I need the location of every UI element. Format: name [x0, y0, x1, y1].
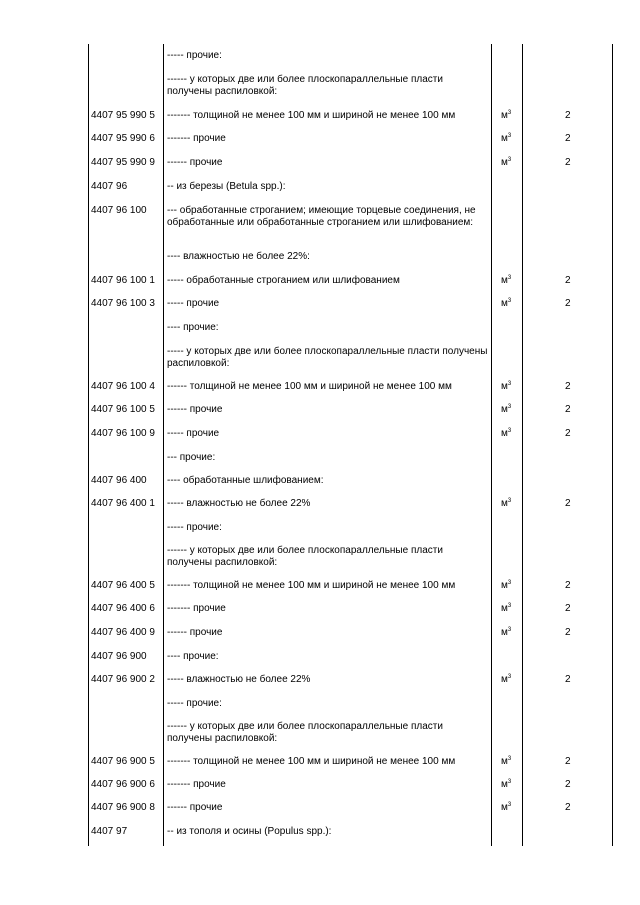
commodity-description: ----- прочие:	[167, 698, 222, 709]
column-divider	[612, 44, 613, 846]
unit-of-measure	[501, 381, 511, 393]
unit-base: м	[501, 674, 508, 685]
commodity-description: ----- влажностью не более 22%	[167, 498, 311, 509]
unit-exponent: 3	[507, 603, 512, 609]
duty-rate: 2	[565, 779, 571, 790]
unit-base: м	[501, 404, 508, 415]
commodity-description: ---- прочие:	[167, 651, 219, 662]
commodity-description: ----- у которых две или более плоскопараллельные пласти получены распиловкой:	[167, 346, 488, 369]
unit-of-measure	[501, 157, 511, 169]
commodity-code: 4407 96 400 5	[91, 580, 155, 591]
commodity-description: ------- прочие	[167, 603, 226, 614]
commodity-code: 4407 96 400 1	[91, 498, 155, 509]
column-divider	[522, 44, 523, 846]
commodity-description: ------- толщиной не менее 100 мм и шириной не менее 100 мм	[167, 756, 456, 767]
commodity-description: ------- прочие	[167, 779, 226, 790]
duty-rate: 2	[565, 498, 571, 509]
commodity-code: 4407 96	[91, 181, 128, 192]
commodity-description: ----- прочие	[167, 298, 220, 309]
commodity-description: -- из березы (Betula spp.):	[167, 181, 286, 192]
unit-base: м	[501, 802, 508, 813]
column-divider	[491, 44, 492, 846]
commodity-description: ------ прочие	[167, 802, 223, 813]
unit-base: м	[501, 298, 508, 309]
commodity-description: --- обработанные строганием; имеющие торцевые соединения, не обработанные или обработанные строганием или шлифованием:	[167, 205, 476, 228]
unit-exponent: 3	[507, 275, 512, 281]
unit-exponent: 3	[507, 110, 512, 116]
commodity-code: 4407 96 100 5	[91, 404, 155, 415]
unit-base: м	[501, 756, 508, 767]
unit-base: м	[501, 157, 508, 168]
duty-rate: 2	[565, 674, 571, 685]
commodity-description: ------ прочие	[167, 404, 223, 415]
commodity-code: 4407 96 900 6	[91, 779, 155, 790]
unit-of-measure	[501, 275, 511, 287]
commodity-description: -- из тополя и осины (Populus spp.):	[167, 826, 332, 837]
unit-exponent: 3	[507, 133, 512, 139]
commodity-description: ----- влажностью не более 22%	[167, 674, 311, 685]
unit-of-measure	[501, 756, 511, 768]
unit-exponent: 3	[507, 627, 512, 633]
commodity-code: 4407 95 990 6	[91, 133, 155, 144]
unit-exponent: 3	[507, 298, 512, 304]
commodity-code: 4407 96 400 6	[91, 603, 155, 614]
unit-of-measure	[501, 298, 511, 310]
unit-exponent: 3	[507, 674, 512, 680]
commodity-description: ------ у которых две или более плоскопараллельные пласти получены распиловкой:	[167, 721, 443, 744]
duty-rate: 2	[565, 157, 571, 168]
unit-exponent: 3	[507, 428, 512, 434]
unit-base: м	[501, 627, 508, 638]
unit-base: м	[501, 275, 508, 286]
commodity-description: ----- обработанные строганием или шлифованием	[167, 275, 400, 286]
commodity-description: ------ прочие	[167, 627, 223, 638]
duty-rate: 2	[565, 580, 571, 591]
unit-of-measure	[501, 580, 511, 592]
commodity-code: 4407 96 400 9	[91, 627, 155, 638]
commodity-code: 4407 96 900 8	[91, 802, 155, 813]
unit-base: м	[501, 133, 508, 144]
duty-rate: 2	[565, 298, 571, 309]
unit-exponent: 3	[507, 498, 512, 504]
unit-exponent: 3	[507, 381, 512, 387]
duty-rate: 2	[565, 381, 571, 392]
commodity-description: ------ у которых две или более плоскопараллельные пласти получены распиловкой:	[167, 74, 443, 97]
unit-exponent: 3	[507, 756, 512, 762]
commodity-code: 4407 96 100 1	[91, 275, 155, 286]
unit-exponent: 3	[507, 157, 512, 163]
commodity-code: 4407 95 990 5	[91, 110, 155, 121]
unit-exponent: 3	[507, 802, 512, 808]
duty-rate: 2	[565, 428, 571, 439]
commodity-description: ------- толщиной не менее 100 мм и шириной не менее 100 мм	[167, 110, 456, 121]
unit-of-measure	[501, 802, 511, 814]
unit-of-measure	[501, 674, 511, 686]
commodity-code: 4407 95 990 9	[91, 157, 155, 168]
unit-base: м	[501, 498, 508, 509]
unit-of-measure	[501, 404, 511, 416]
unit-exponent: 3	[507, 580, 512, 586]
duty-rate: 2	[565, 802, 571, 813]
commodity-description: ----- прочие:	[167, 522, 222, 533]
unit-of-measure	[501, 110, 511, 122]
commodity-code: 4407 96 100 4	[91, 381, 155, 392]
duty-rate: 2	[565, 275, 571, 286]
duty-rate: 2	[565, 404, 571, 415]
commodity-code: 4407 96 900 2	[91, 674, 155, 685]
duty-rate: 2	[565, 627, 571, 638]
unit-base: м	[501, 381, 508, 392]
commodity-description: ---- прочие:	[167, 322, 219, 333]
commodity-code: 4407 96 900	[91, 651, 147, 662]
unit-of-measure	[501, 779, 511, 791]
column-divider	[163, 44, 164, 846]
commodity-code: 4407 96 100 9	[91, 428, 155, 439]
commodity-code: 4407 97	[91, 826, 128, 837]
commodity-description: ------- толщиной не менее 100 мм и шириной не менее 100 мм	[167, 580, 456, 591]
unit-of-measure	[501, 428, 511, 440]
unit-base: м	[501, 580, 508, 591]
unit-base: м	[501, 603, 508, 614]
commodity-code: 4407 96 100 3	[91, 298, 155, 309]
commodity-description: ---- обработанные шлифованием:	[167, 475, 324, 486]
commodity-code: 4407 96 400	[91, 475, 147, 486]
duty-rate: 2	[565, 110, 571, 121]
duty-rate: 2	[565, 133, 571, 144]
commodity-code: 4407 96 100	[91, 205, 147, 216]
commodity-description: ----- прочие:	[167, 50, 222, 61]
commodity-description: ------ толщиной не менее 100 мм и шириной не менее 100 мм	[167, 381, 452, 392]
duty-rate: 2	[565, 603, 571, 614]
unit-of-measure	[501, 498, 511, 510]
column-divider	[88, 44, 89, 846]
unit-base: м	[501, 779, 508, 790]
unit-exponent: 3	[507, 779, 512, 785]
commodity-description: ------ у которых две или более плоскопараллельные пласти получены распиловкой:	[167, 545, 443, 568]
duty-rate: 2	[565, 756, 571, 767]
unit-base: м	[501, 110, 508, 121]
unit-of-measure	[501, 603, 511, 615]
unit-base: м	[501, 428, 508, 439]
commodity-description: ------ прочие	[167, 157, 223, 168]
unit-of-measure	[501, 133, 511, 145]
commodity-description: ---- влажностью не более 22%:	[167, 251, 310, 262]
commodity-description: --- прочие:	[167, 452, 216, 463]
commodity-description: ------- прочие	[167, 133, 226, 144]
commodity-code: 4407 96 900 5	[91, 756, 155, 767]
unit-of-measure	[501, 627, 511, 639]
commodity-description: ----- прочие	[167, 428, 220, 439]
unit-exponent: 3	[507, 404, 512, 410]
